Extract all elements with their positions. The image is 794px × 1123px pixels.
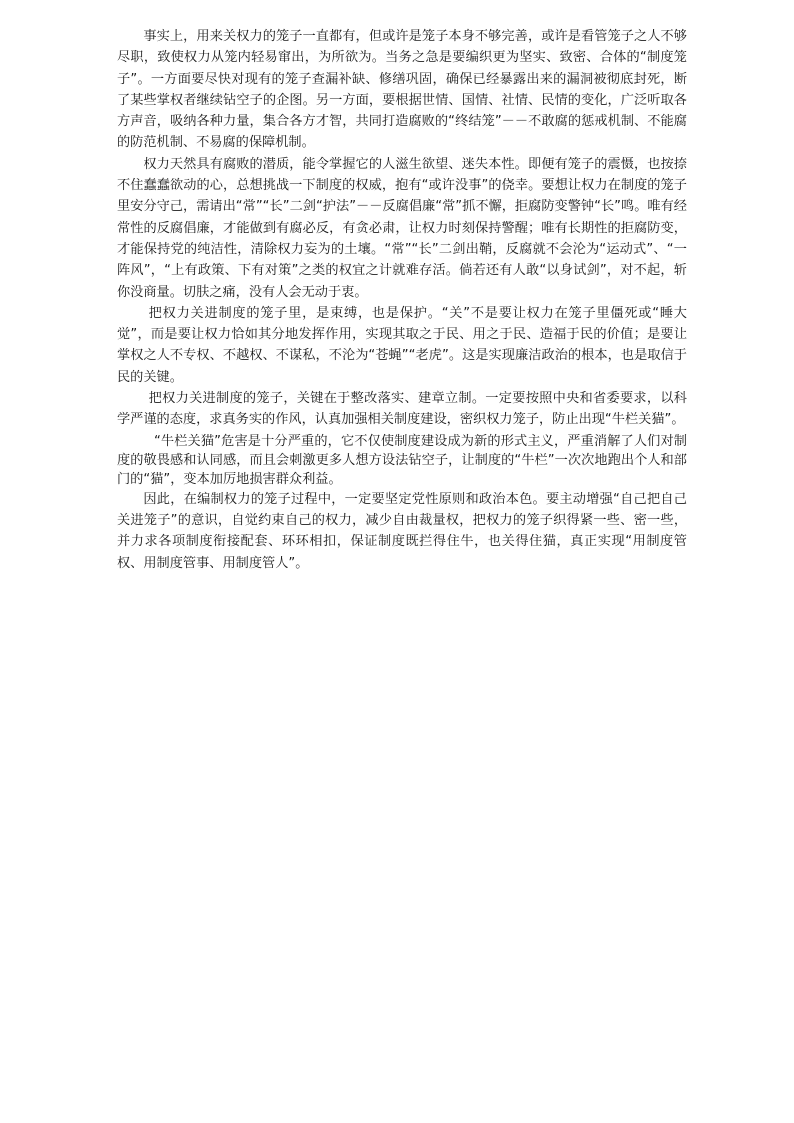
paragraph-5: “牛栏关猫”危害是十分严重的，它不仅使制度建设成为新的形式主义，严重消解了人们对制度的敬畏感和认同感，而且会刺激更多人想方设法钻空子，让制度的“牛栏”一次次地跑出个人和部门的“猫”，变本加厉地损害群众利益。: [117, 433, 687, 487]
document-page: [117, 26, 687, 574]
paragraph-2: 权力天然具有腐败的潜质，能令掌握它的人滋生欲望、迷失本性。即便有笼子的震慑，也按捺不住蠢蠢欲动的心，总想挑战一下制度的权威，抱有“或许没事”的侥幸。要想让权力在制度的笼子里安分守己，需请出“常”“长”二剑“护法”－－反腐倡廉“常”抓不懈，拒腐防变警钟“长”鸣。唯有经常性的反腐倡廉，才能做到有腐必反，有贪必肃，让权力时刻保持警醒；唯有长期性的拒腐防变，才能保持党的纯洁性，清除权力妄为的土壤。“常”“长”二剑出鞘，反腐就不会沦为“运动式”、“一阵风”，“上有政策、下有对策”之类的权宜之计就难存活。倘若还有人敢“以身试剑”，对不起，斩你没商量。切肤之痛，没有人会无动于衷。: [117, 156, 687, 300]
paragraph-6: 因此，在编制权力的笼子过程中，一定要坚定党性原则和政治本色。要主动增强“自己把自己关进笼子”的意识，自觉约束自己的权力，减少自由裁量权，把权力的笼子织得紧一些、密一些，并力求各项制度衔接配套、环环相扣，保证制度既拦得住牛，也关得住猫，真正实现“用制度管权、用制度管事、用制度管人”。: [117, 491, 687, 571]
paragraph-3: 把权力关进制度的笼子里，是束缚，也是保护。“关”不是要让权力在笼子里僵死或“睡大觉”，而是要让权力恰如其分地发挥作用，实现其取之于民、用之于民、造福于民的价值；是要让掌权之人不专权、不越权、不谋私，不沦为“苍蝇”“老虎”。这是实现廉洁政治的根本，也是取信于民的关键。: [117, 305, 687, 385]
paragraph-4: 把权力关进制度的笼子，关键在于整改落实、建章立制。一定要按照中央和省委要求，以科学严谨的态度，求真务实的作风，认真加强相关制度建设，密织权力笼子，防止出现“牛栏关猫”。: [117, 391, 687, 428]
paragraph-1: 事实上，用来关权力的笼子一直都有，但或许是笼子本身不够完善，或许是看管笼子之人不够尽职，致使权力从笼内轻易窜出，为所欲为。当务之急是要编织更为坚实、致密、合体的“制度笼子”。一方面要尽快对现有的笼子查漏补缺、修缮巩固，确保已经暴露出来的漏洞被彻底封死，断了某些掌权者继续钻空子的企图。另一方面，要根据世情、国情、社情、民情的变化，广泛听取各方声音，吸纳各种力量，集合各方才智，共同打造腐败的“终结笼”－－不敢腐的惩戒机制、不能腐的防范机制、不易腐的保障机制。: [117, 29, 687, 151]
